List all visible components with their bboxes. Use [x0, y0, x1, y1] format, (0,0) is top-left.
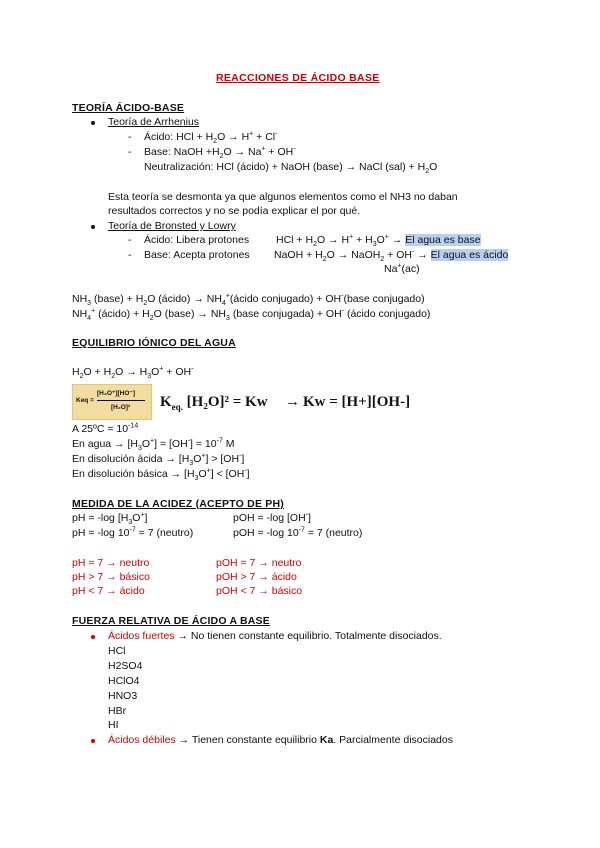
note-line-2: resultados correctos y no se podía explicar el por qué. [108, 205, 361, 217]
poh-neutral: pOH = -log $10^{-7} = 7$ (neutro) [233, 526, 363, 539]
keq-label: Keq = [76, 397, 94, 404]
section-heading-teoria: TEORÍA ÁCIDO-BASE [72, 102, 185, 114]
basic-solution: En disolución básica → $[H_3O^+] < [OH^-]$ [72, 467, 250, 483]
bullet-icon [91, 225, 95, 229]
dash-marker: - [128, 234, 132, 246]
section-heading-fuerza: FUERZA RELATIVA DE ÁCIDO A BASE [72, 615, 270, 627]
dash-marker: - [128, 249, 132, 261]
water-concentration: En agua → $[H_3O^+] = [OH^-] = 10^{-7}$ M [72, 437, 235, 453]
strong-acid-item: HI [108, 719, 119, 731]
kw-definition: Kw = [H+][OH-] [303, 394, 411, 410]
ph-neutral: pH = -log $10^{-7} = 7$ (neutro) [72, 526, 194, 539]
bronsted-acid-equation: HCl + $H_2O \to H^+ + H_3O^+ \to El$ agua es base [276, 233, 481, 249]
bronsted-acid-label: Ácido: Libera protones [144, 234, 250, 246]
poh-rule: pOH < 7 → básico [216, 585, 303, 597]
highlight-water-acid: El agua es ácido [430, 249, 509, 261]
poh-definition: pOH = -log [OH-] [233, 511, 311, 524]
section-heading-equilibrio: EQUILIBRIO IÓNICO DEL AGUA [72, 337, 236, 349]
highlight-water-base: El agua es base [405, 234, 481, 246]
poh-rule: pOH = 7 → neutro [216, 557, 302, 569]
ph-rule: pH = 7 → neutro [72, 557, 150, 569]
bronsted-base-equation: NaOH + $H_2O$ → NaOH$_2$ + OH- → El agua es ácido [274, 248, 509, 264]
poh-rule: pOH > 7 → ácido [216, 571, 297, 583]
arrhenius-title: Teoría de Arrhenius [108, 116, 200, 128]
ph-rule: pH < 7 → ácido [72, 585, 145, 597]
strong-acids-label: Ácidos fuertes [108, 630, 175, 642]
weak-acids-line: Ácidos débiles → Tienen constante equilibrio Ka. Parcialmente disociados [108, 734, 453, 746]
strong-acids-line: Ácidos fuertes → No tienen constante equilibrio. Totalmente disociados. [108, 630, 442, 642]
kw-derivation: $K_{eq.}$ [H₂O]² = Kw [160, 394, 268, 412]
weak-acids-label: Ácidos débiles [108, 734, 176, 746]
nh4-equation: $NH_4^+$ (ácido) + $H_2O$ (base) → $NH_3$ (base conjugada) + OH- (ácido conjugado) [72, 307, 431, 323]
dash-marker: - [128, 131, 132, 143]
acid-solution: En disolución ácida → $[H_3O^+] > [OH^-]$ [72, 452, 245, 468]
kw-temperature: A 25ºC = $10^{-14}$ [72, 422, 139, 435]
dash-marker: - [128, 146, 132, 158]
note-line-1: Esta teoría se desmonta ya que algunos elementos como el NH3 no daban [108, 191, 458, 203]
bullet-icon [91, 121, 95, 125]
strong-acid-item: HBr [108, 705, 127, 717]
keq-denominator: [H₂O]² [111, 404, 131, 411]
fraction-bar [97, 400, 145, 401]
strong-acid-item: HClO4 [108, 675, 140, 687]
bronsted-title: Teoría de Bronsted y Lowry [108, 220, 236, 232]
bullet-icon [91, 739, 95, 743]
bullet-icon [91, 635, 95, 639]
bronsted-base-label: Base: Acepta protones [144, 249, 250, 261]
keq-formula-image [72, 384, 152, 420]
ph-definition: pH = -log $[H_3O^+]$ [72, 511, 148, 527]
strong-acid-item: HCl [108, 645, 126, 657]
arrow-icon: → [285, 394, 300, 410]
arrhenius-base-line: Base: NaOH $+H_2O \to Na^+ + OH^-$ [144, 145, 296, 161]
section-heading-medida: MEDIDA DE LA ACIDEZ (ACEPTO DE PH) [72, 498, 284, 510]
nh3-equation: $NH_3$ (base) + $H_2O$ (ácido) → $NH_4^+(ácido$ conjugado) + OH-(base conjugado) [72, 292, 425, 308]
keq-numerator: [H₃O⁺][HO⁻] [97, 390, 136, 397]
bronsted-base-na: Na+(ac) [384, 262, 420, 275]
water-autoionization: $H_2O + H_2O \to H_3O^+ + OH^-$ [72, 365, 194, 381]
strong-acid-item: H2SO4 [108, 660, 143, 672]
arrhenius-acid-line: Ácido: HCl + $H_2O \to H^+ + Cl^-$ [144, 130, 278, 146]
ph-rule: pH > 7 → básico [72, 571, 150, 583]
strong-acid-item: HNO3 [108, 690, 138, 702]
page-title: REACCIONES DE ÁCIDO BASE [216, 72, 380, 84]
arrhenius-neutralization-line: Neutralización: HCl (ácido) + NaOH (base) → NaCl $(sal) + H_2O$ [144, 161, 438, 176]
